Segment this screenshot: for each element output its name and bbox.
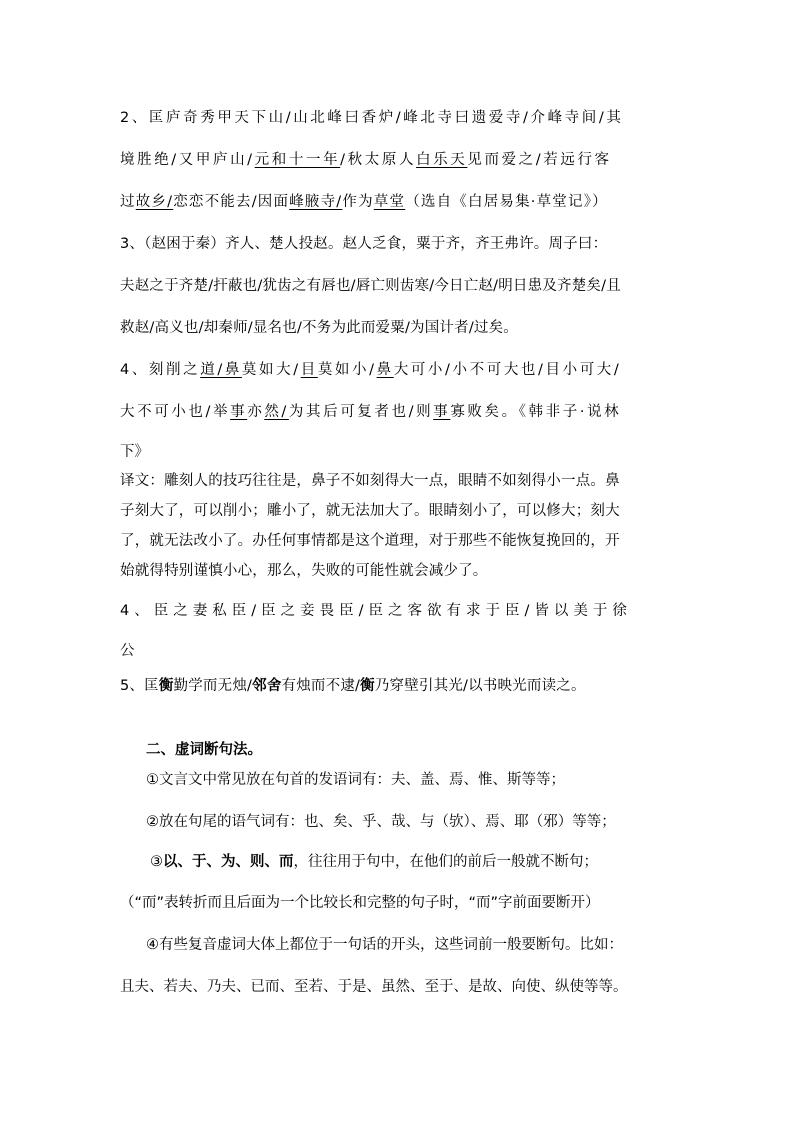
text-segment: 大可小/小不可大也/目小可大/ (393, 362, 622, 378)
underlined-text: 故乡/ (135, 194, 174, 210)
para5-line1 (120, 676, 586, 696)
text-segment: 大不可小也/举 (120, 404, 231, 420)
text-segment: 莫如小/ (317, 362, 377, 378)
underlined-text: 事 (230, 404, 248, 420)
underlined-text: 峰腋寺/ (289, 194, 343, 210)
rule-item-4-line1: ④有些复音虚词大体上都位于一句话的开头，这些词前一般要断句。比如： (146, 937, 623, 953)
bold-text: 以、于、为、则、而 (163, 854, 294, 870)
para3-line2: 夫赵之于齐楚/扞蔽也/犹齿之有唇也/唇亡则齿寒/今日亡赵/明日患及齐楚矣/且 (120, 278, 621, 294)
para2-line2 (120, 150, 612, 170)
para2-line3 (120, 192, 608, 212)
para2-line1: 2、匡庐奇秀甲天下山/山北峰曰香炉/峰北寺曰遗爱寺/介峰寺间/其 (120, 110, 624, 126)
text-segment: 作为 (342, 194, 374, 210)
para4-line2 (120, 402, 621, 422)
underlined-text: 然/ (264, 404, 289, 420)
rule-item-3 (150, 852, 598, 872)
para4b-line1: 4、臣之妻私臣/臣之妾畏臣/臣之客欲有求于臣/皆以美于徐 (120, 603, 632, 619)
item-number: ③ (150, 854, 163, 870)
bold-text: 邻舍 (252, 678, 282, 694)
bold-text: 衡 (158, 678, 174, 694)
underlined-text: 草堂 (373, 194, 406, 210)
underlined-text: 白乐天 (416, 152, 468, 168)
para4-line3: 下》 (120, 444, 149, 460)
rule-item-2: ②放在句尾的语气词有：也、矣、乎、哉、与（欤）、焉、耶（邪）等等； (146, 814, 616, 830)
para4b-line2: 公 (120, 643, 135, 659)
text-segment: 为其后可复者也/则 (288, 404, 434, 420)
text-segment: 有烛而不逮/ (281, 678, 361, 694)
text-segment: 见而爱之/若远行客 (467, 152, 612, 168)
para4-line1 (120, 360, 621, 380)
text-segment: 亦 (247, 404, 265, 420)
underlined-text: 元和十一年 (254, 152, 341, 168)
underlined-text: 道/鼻 (200, 362, 242, 378)
text-segment: ，往往用于句中，在他们的前后一般就不断句； (293, 854, 598, 870)
translation-line2: 子刻大了，可以削小；雕小了，就无法加大了。眼睛刻小了，可以修大；刻大 (120, 503, 620, 519)
rule-item-1: ①文言文中常见放在句首的发语词有：夫、盖、焉、惟、斯等等； (146, 772, 565, 788)
text-segment: 恋恋不能去/因面 (173, 194, 290, 210)
rule-item-3-note: （“而”表转折而且后面为一个比较长和完整的句子时，“而”字前面要断开） (120, 895, 600, 911)
translation-line3: 了，就无法改小了。办任何事情都是这个道理，对于那些不能恢复挽回的，开 (120, 533, 620, 549)
text-segment: /秋太原人 (340, 152, 417, 168)
rule-item-4-line2: 且夫、若夫、乃夫、已而、至若、于是、虽然、至于、是故、向使、纵使等等。 (120, 979, 628, 995)
para3-line3: 救赵/高义也/却秦师/显名也/不务为此而爱粟/为国计者/过矣。 (120, 320, 519, 336)
text-segment: （选自《白居易集·草堂记》） (405, 194, 608, 210)
text-segment: 莫如大/ (241, 362, 301, 378)
text-segment: 4、刻削之 (120, 362, 201, 378)
bold-text: 衡 (360, 678, 375, 694)
translation-line1: 译文：雕刻人的技巧往往是，鼻子不如刻得大一点，眼睛不如刻得小一点。鼻 (120, 473, 620, 489)
text-segment: 5、匡 (120, 678, 159, 694)
underlined-text: 鼻 (376, 362, 394, 378)
text-segment: 勤学而无烛/ (173, 678, 253, 694)
text-segment: 寡败矣。《韩非子·说林 (450, 404, 622, 420)
text-segment: 过 (120, 194, 136, 210)
text-segment: 境胜绝/又甲庐山/ (120, 152, 255, 168)
underlined-text: 事 (433, 404, 451, 420)
underlined-text: 目 (300, 362, 318, 378)
text-segment: 乃穿壁引其光/以书映光而读之。 (374, 678, 586, 694)
para3-line1: 3、（赵困于秦）齐人、楚人投赵。赵人乏食，粟于齐，齐王弗许。周子曰： (120, 236, 608, 252)
section-heading: 二、虚词断句法。 (146, 742, 262, 758)
translation-line4: 始就得特别谨慎小心，那么，失败的可能性就会减少了。 (120, 563, 488, 579)
